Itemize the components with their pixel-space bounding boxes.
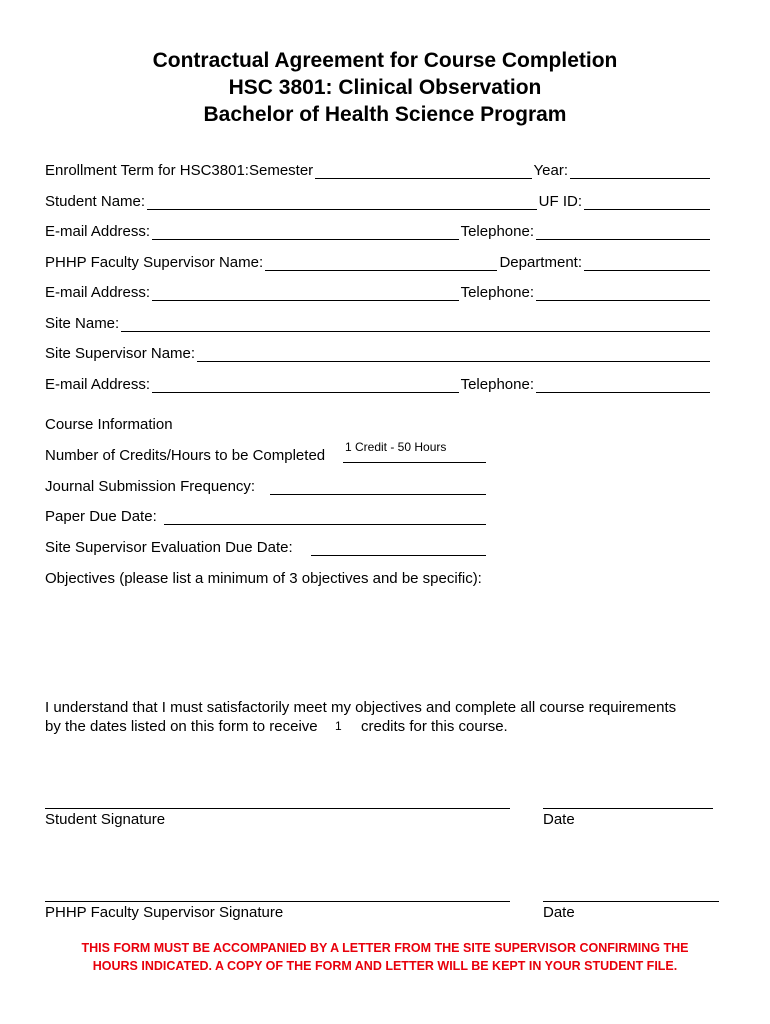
student-email-field[interactable] [152,224,459,240]
date-label: Date [543,811,575,828]
year-label: Year: [533,162,568,179]
faculty-date-line[interactable] [543,901,719,902]
site-supervisor-field[interactable] [197,346,710,362]
ufid-label: UF ID: [538,193,582,210]
site-supervisor-label: Site Supervisor Name: [45,345,196,362]
credits-label: Number of Credits/Hours to be Completed [45,447,326,464]
email-label: E-mail Address: [45,284,151,301]
agreement-line-1: I understand that I must satisfactorily meet my objectives and complete all course requirements [45,699,677,716]
ufid-field[interactable] [584,194,710,210]
agreement-line-2-suffix: credits for this course. [361,718,508,735]
site-name-field[interactable] [121,316,710,332]
journal-frequency-field[interactable] [270,494,486,495]
notice-line-2: HOURS INDICATED. A COPY OF THE FORM AND LETTER WILL BE KEPT IN YOUR STUDENT FILE. [92,959,678,973]
evaluation-due-date-label: Site Supervisor Evaluation Due Date: [45,539,293,556]
site-email-field[interactable] [152,377,459,393]
paper-due-date-label: Paper Due Date: [45,508,157,525]
student-signature-label: Student Signature [45,811,166,828]
faculty-signature-label: PHHP Faculty Supervisor Signature [45,904,284,921]
student-contact-row [45,219,712,241]
year-field[interactable] [570,163,710,179]
agreement-line-2-prefix: by the dates listed on this form to receive [45,718,318,735]
student-date-line[interactable] [543,808,713,809]
site-name-label: Site Name: [45,315,120,332]
credits-value[interactable]: 1 Credit - 50 Hours [345,440,447,454]
faculty-supervisor-field[interactable] [265,255,497,271]
faculty-telephone-field[interactable] [536,285,710,301]
site-supervisor-row [45,341,712,363]
enrollment-label: Enrollment Term for HSC3801:Semester [45,162,314,179]
course-title: HSC 3801: Clinical Observation [228,76,542,99]
telephone-label: Telephone: [460,223,534,240]
journal-frequency-label: Journal Submission Frequency: [45,478,256,495]
date-label: Date [543,904,575,921]
student-name-label: Student Name: [45,193,146,210]
faculty-row [45,250,712,272]
objectives-label: Objectives (please list a minimum of 3 objectives and be specific): [45,570,482,587]
evaluation-due-date-field[interactable] [311,555,486,556]
telephone-label: Telephone: [460,284,534,301]
semester-field[interactable] [315,163,531,179]
telephone-label: Telephone: [460,376,534,393]
program-title: Bachelor of Health Science Program [203,103,567,126]
faculty-contact-row [45,280,712,302]
paper-due-date-field[interactable] [164,524,486,525]
faculty-email-field[interactable] [152,285,459,301]
student-signature-line[interactable] [45,808,510,809]
site-telephone-field[interactable] [536,377,710,393]
site-contact-row [45,372,712,394]
faculty-signature-line[interactable] [45,901,510,902]
department-label: Department: [499,254,582,271]
course-information-heading: Course Information [45,416,173,433]
agreement-credits-number[interactable]: 1 [335,719,342,733]
email-label: E-mail Address: [45,376,151,393]
credits-field-line [343,462,486,463]
site-name-row [45,311,712,333]
department-field[interactable] [584,255,710,271]
student-name-field[interactable] [147,194,537,210]
form-title: Contractual Agreement for Course Completion [152,49,618,72]
enrollment-row [45,158,712,180]
notice-line-1: THIS FORM MUST BE ACCOMPANIED BY A LETTER FROM THE SITE SUPERVISOR CONFIRMING THE [81,941,689,955]
email-label: E-mail Address: [45,223,151,240]
faculty-supervisor-label: PHHP Faculty Supervisor Name: [45,254,264,271]
student-telephone-field[interactable] [536,224,710,240]
student-name-row [45,189,712,211]
